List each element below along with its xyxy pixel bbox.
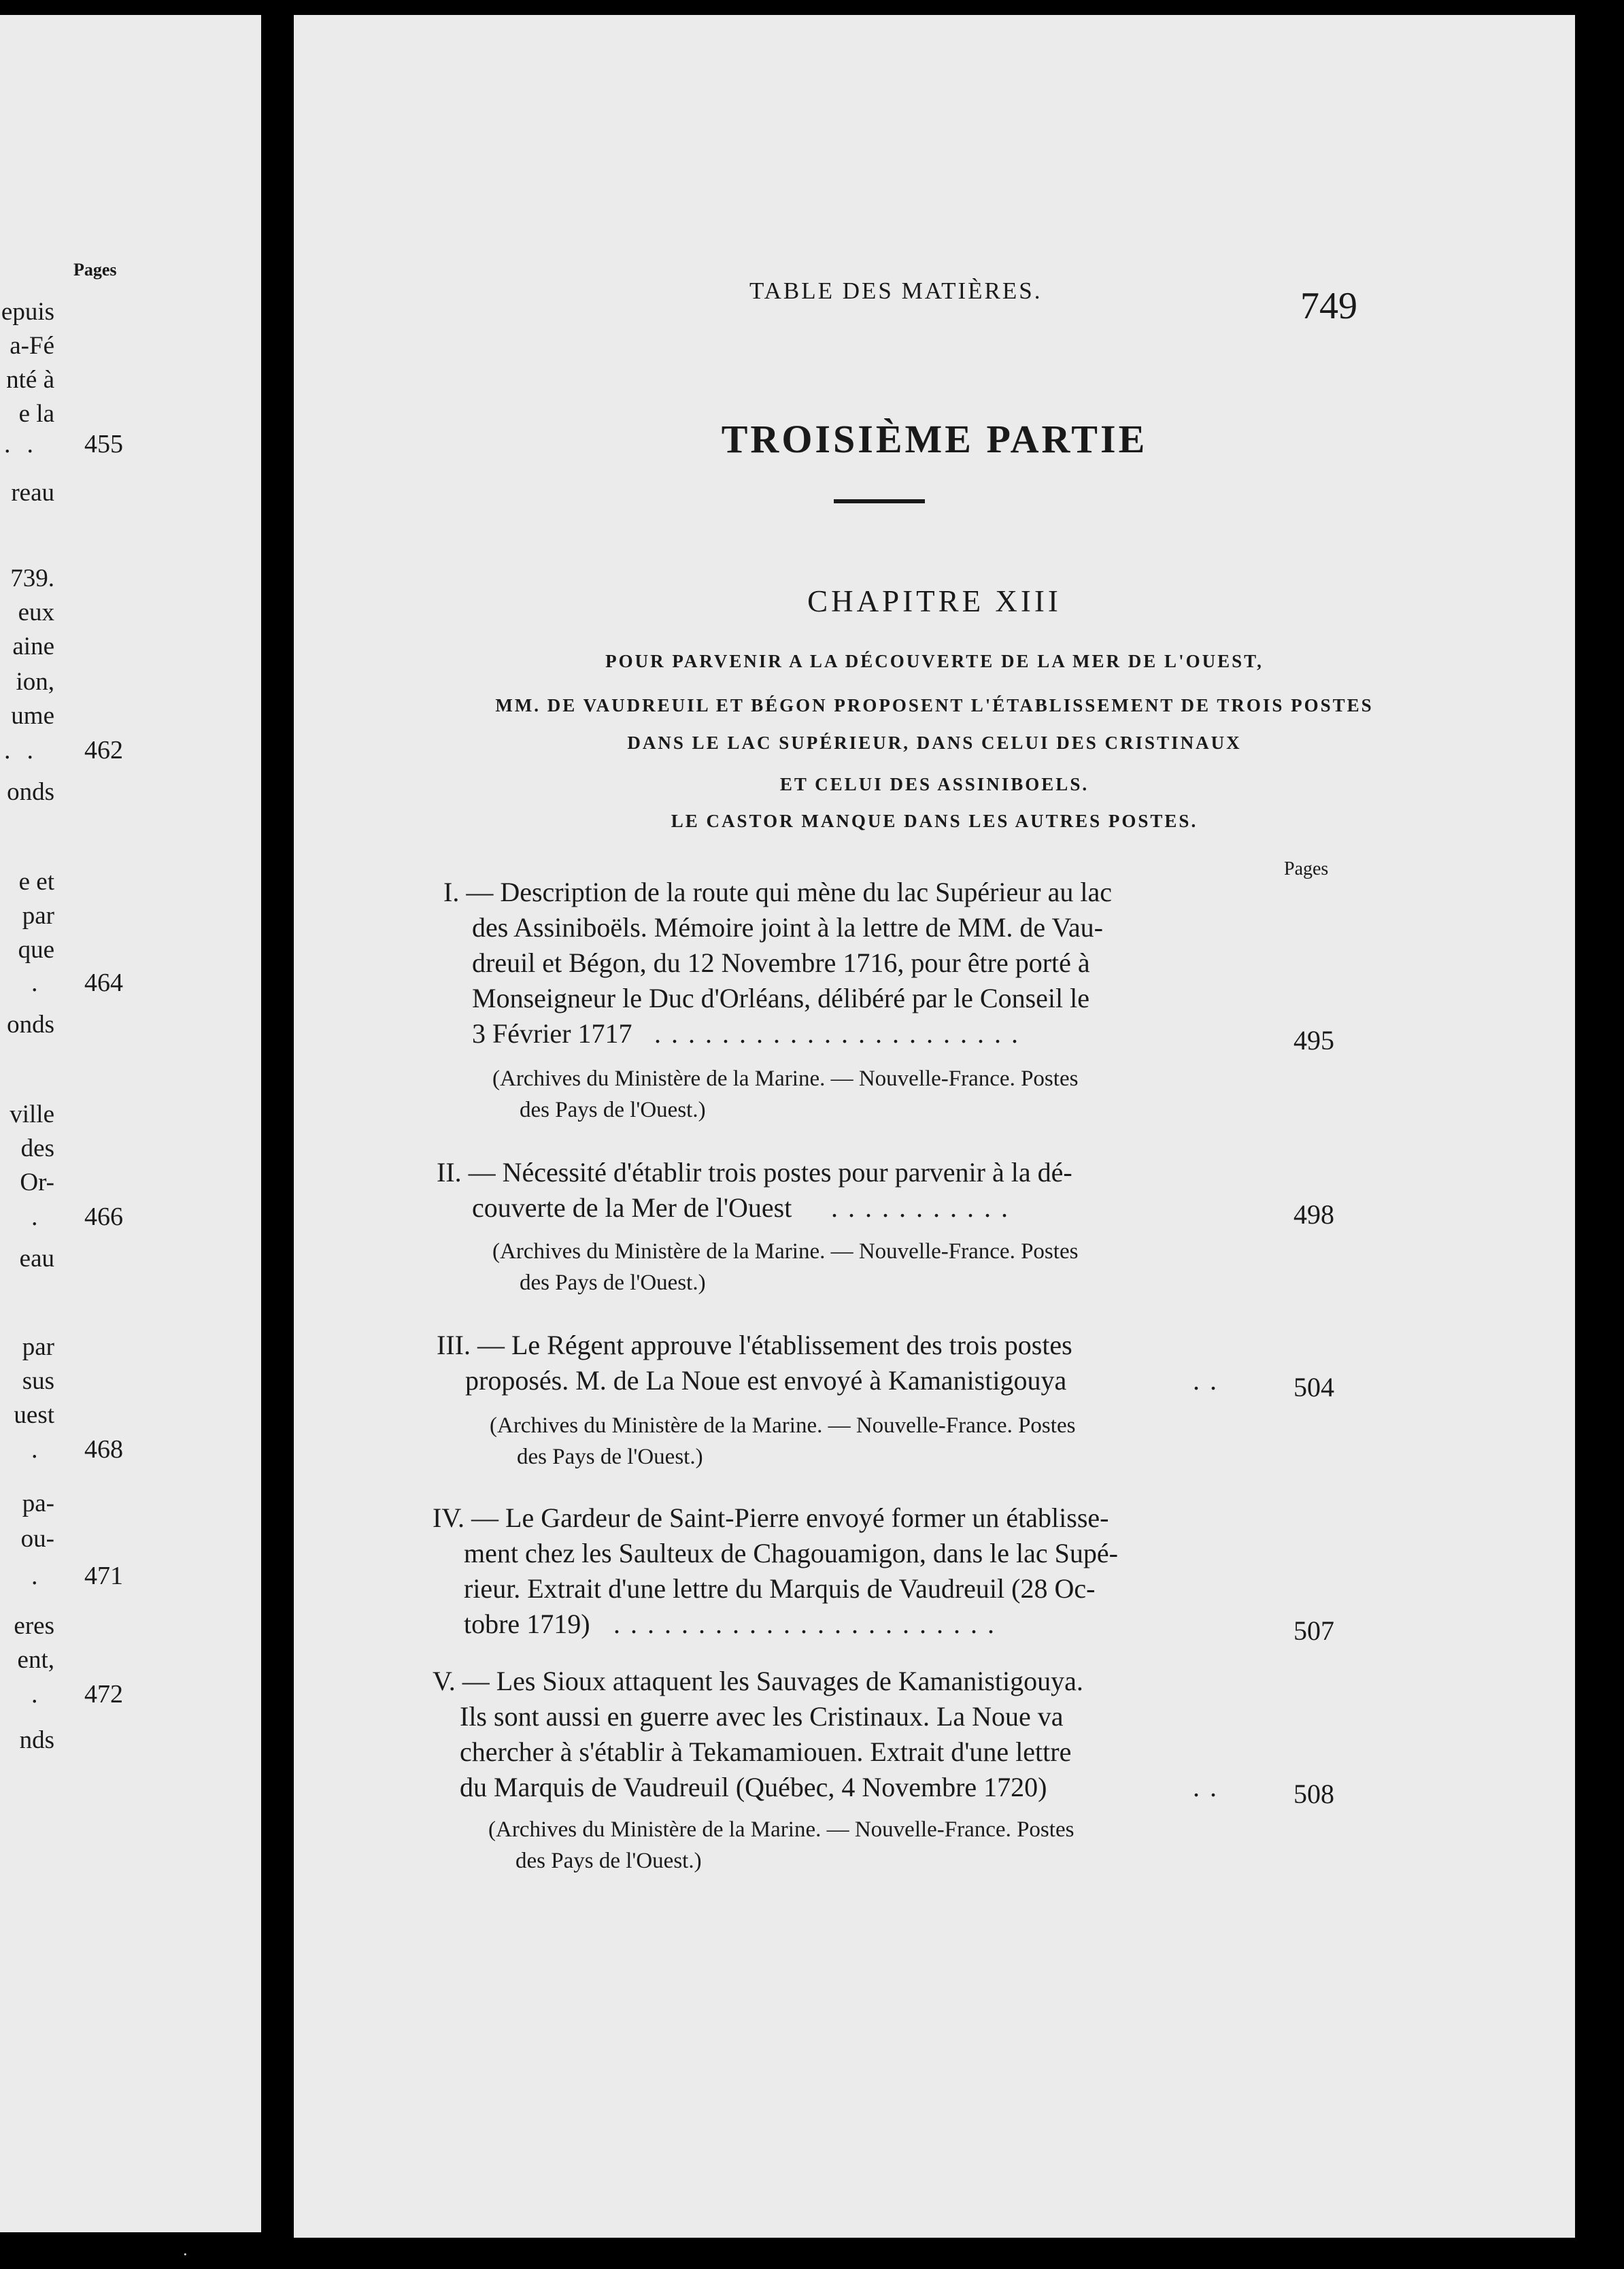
source-citation-line: des Pays de l'Ouest.) <box>517 1445 703 1469</box>
running-head: TABLE DES MATIÈRES. <box>749 278 1043 304</box>
leader-dots: ........... <box>831 1192 1018 1223</box>
left-page-line: nté à <box>6 366 54 394</box>
left-page-line: eau <box>19 1245 54 1273</box>
left-page-leader-dots: . <box>31 1435 54 1464</box>
left-page-line: a-Fé <box>10 332 54 360</box>
leader-dots: .. <box>1193 1365 1227 1396</box>
left-page-leader-dots: .. <box>4 736 50 764</box>
left-page-line: par <box>22 1333 54 1361</box>
left-page-leader-dots: . <box>31 1203 54 1231</box>
left-page-line: ou- <box>20 1525 54 1553</box>
left-page-line: eres <box>14 1612 54 1640</box>
source-citation-line: des Pays de l'Ouest.) <box>520 1271 706 1295</box>
left-page-number: 471 <box>84 1562 123 1590</box>
left-page-line: ume <box>11 702 54 730</box>
left-page-line: onds <box>7 778 54 806</box>
toc-entry-line: chercher à s'établir à Tekamamiouen. Extrait d'une lettre <box>460 1736 1072 1767</box>
left-page-line: pa- <box>22 1490 54 1517</box>
left-page-number: 468 <box>84 1435 123 1464</box>
left-page-number: 466 <box>84 1203 123 1231</box>
leader-dots: ....................... <box>613 1609 1004 1639</box>
left-page-line: epuis <box>1 298 54 326</box>
left-page-line: uest <box>14 1401 54 1429</box>
chapter-subtitle-line: LE CASTOR MANQUE DANS LES AUTRES POSTES. <box>671 811 1198 831</box>
toc-entry-line: ment chez les Saulteux de Chagouamigon, dans le lac Supé- <box>464 1538 1118 1568</box>
right-page <box>294 15 1575 2238</box>
left-page-line: reau <box>11 479 54 507</box>
toc-entry-page: 495 <box>1293 1025 1334 1056</box>
leader-dots: .. <box>1193 1772 1227 1802</box>
left-page-line: aine <box>12 633 54 660</box>
toc-entry-line: tobre 1719) <box>464 1609 590 1639</box>
toc-entry-page: 498 <box>1293 1199 1334 1230</box>
left-page-number: 455 <box>84 430 123 458</box>
toc-entry-line: couverte de la Mer de l'Ouest <box>472 1192 792 1223</box>
left-page-leader-dots: . <box>31 1562 54 1590</box>
left-page-line: sus <box>22 1367 54 1395</box>
left-page-line: que <box>18 936 54 964</box>
left-page-leader-dots: . <box>31 969 54 997</box>
toc-entry-line: V. — Les Sioux attaquent les Sauvages de Kamanistigouya. <box>433 1666 1083 1696</box>
toc-entry-line: IV. — Le Gardeur de Saint-Pierre envoyé former un établisse- <box>433 1502 1109 1533</box>
left-page-line: onds <box>7 1011 54 1039</box>
toc-entry-line: 3 Février 1717 <box>472 1018 632 1049</box>
left-page-line: e et <box>18 868 54 896</box>
leader-dots: ...................... <box>654 1018 1028 1049</box>
chapter-subtitle-line: MM. DE VAUDREUIL ET BÉGON PROPOSENT L'ÉTABLISSEMENT DE TROIS POSTES <box>495 695 1374 716</box>
toc-entry-page: 508 <box>1293 1779 1334 1809</box>
part-title: TROISIÈME PARTIE <box>721 417 1148 461</box>
source-citation-line: des Pays de l'Ouest.) <box>515 1849 702 1873</box>
title-rule <box>834 499 925 503</box>
left-page-number: 462 <box>84 736 123 764</box>
source-citation-line: (Archives du Ministère de la Marine. — Nouvelle-France. Postes <box>488 1817 1075 1842</box>
left-page-line: par <box>22 902 54 930</box>
left-page-line: 739. <box>10 565 54 592</box>
left-page-number: 464 <box>84 969 123 997</box>
toc-entry-line: proposés. M. de La Noue est envoyé à Kamanistigouya <box>465 1365 1067 1396</box>
left-page-line: ent, <box>17 1646 54 1674</box>
chapter-title: CHAPITRE XIII <box>807 584 1062 618</box>
source-citation-line: (Archives du Ministère de la Marine. — Nouvelle-France. Postes <box>492 1066 1079 1091</box>
chapter-subtitle-line: ET CELUI DES ASSINIBOELS. <box>779 774 1089 794</box>
toc-entry-line: rieur. Extrait d'une lettre du Marquis de Vaudreuil (28 Oc- <box>464 1573 1096 1604</box>
toc-entry-line: Ils sont aussi en guerre avec les Cristinaux. La Noue va <box>460 1701 1064 1732</box>
toc-entry-line: I. — Description de la route qui mène du lac Supérieur au lac <box>443 877 1112 907</box>
source-citation-line: des Pays de l'Ouest.) <box>520 1098 706 1122</box>
left-page-line: ville <box>10 1100 54 1128</box>
toc-entry-page: 507 <box>1293 1615 1334 1646</box>
pages-column-label: Pages <box>1284 858 1329 879</box>
left-page-line: e la <box>18 400 54 428</box>
left-pages-label: Pages <box>73 260 117 280</box>
left-page-line: nds <box>19 1726 54 1754</box>
left-page-leader-dots: . <box>31 1680 54 1709</box>
left-page-line: des <box>20 1134 54 1162</box>
chapter-subtitle-line: DANS LE LAC SUPÉRIEUR, DANS CELUI DES CRISTINAUX <box>627 733 1242 753</box>
left-page-number: 472 <box>84 1680 123 1709</box>
toc-entry-line: III. — Le Régent approuve l'établissement des trois postes <box>437 1330 1072 1360</box>
left-page <box>0 15 261 2232</box>
left-page-leader-dots: .. <box>4 430 50 458</box>
toc-entry-line: du Marquis de Vaudreuil (Québec, 4 Novembre 1720) <box>460 1772 1047 1802</box>
left-page-line: eux <box>18 599 54 626</box>
left-page-line: ion, <box>16 668 54 696</box>
source-citation-line: (Archives du Ministère de la Marine. — Nouvelle-France. Postes <box>492 1239 1079 1264</box>
left-page-line: Or- <box>20 1169 54 1196</box>
toc-entry-page: 504 <box>1293 1372 1334 1402</box>
toc-entry-line: des Assiniboëls. Mémoire joint à la lettre de MM. de Vau- <box>472 912 1103 943</box>
toc-entry-line: dreuil et Bégon, du 12 Novembre 1716, pour être porté à <box>472 947 1090 978</box>
page-number: 749 <box>1300 285 1357 327</box>
source-citation-line: (Archives du Ministère de la Marine. — Nouvelle-France. Postes <box>490 1413 1076 1438</box>
scan-artifact: · <box>182 2245 188 2264</box>
chapter-subtitle-line: POUR PARVENIR A LA DÉCOUVERTE DE LA MER DE L'OUEST, <box>605 651 1264 671</box>
toc-entry-line: Monseigneur le Duc d'Orléans, délibéré par le Conseil le <box>472 983 1090 1013</box>
toc-entry-line: II. — Nécessité d'établir trois postes pour parvenir à la dé- <box>437 1157 1072 1188</box>
